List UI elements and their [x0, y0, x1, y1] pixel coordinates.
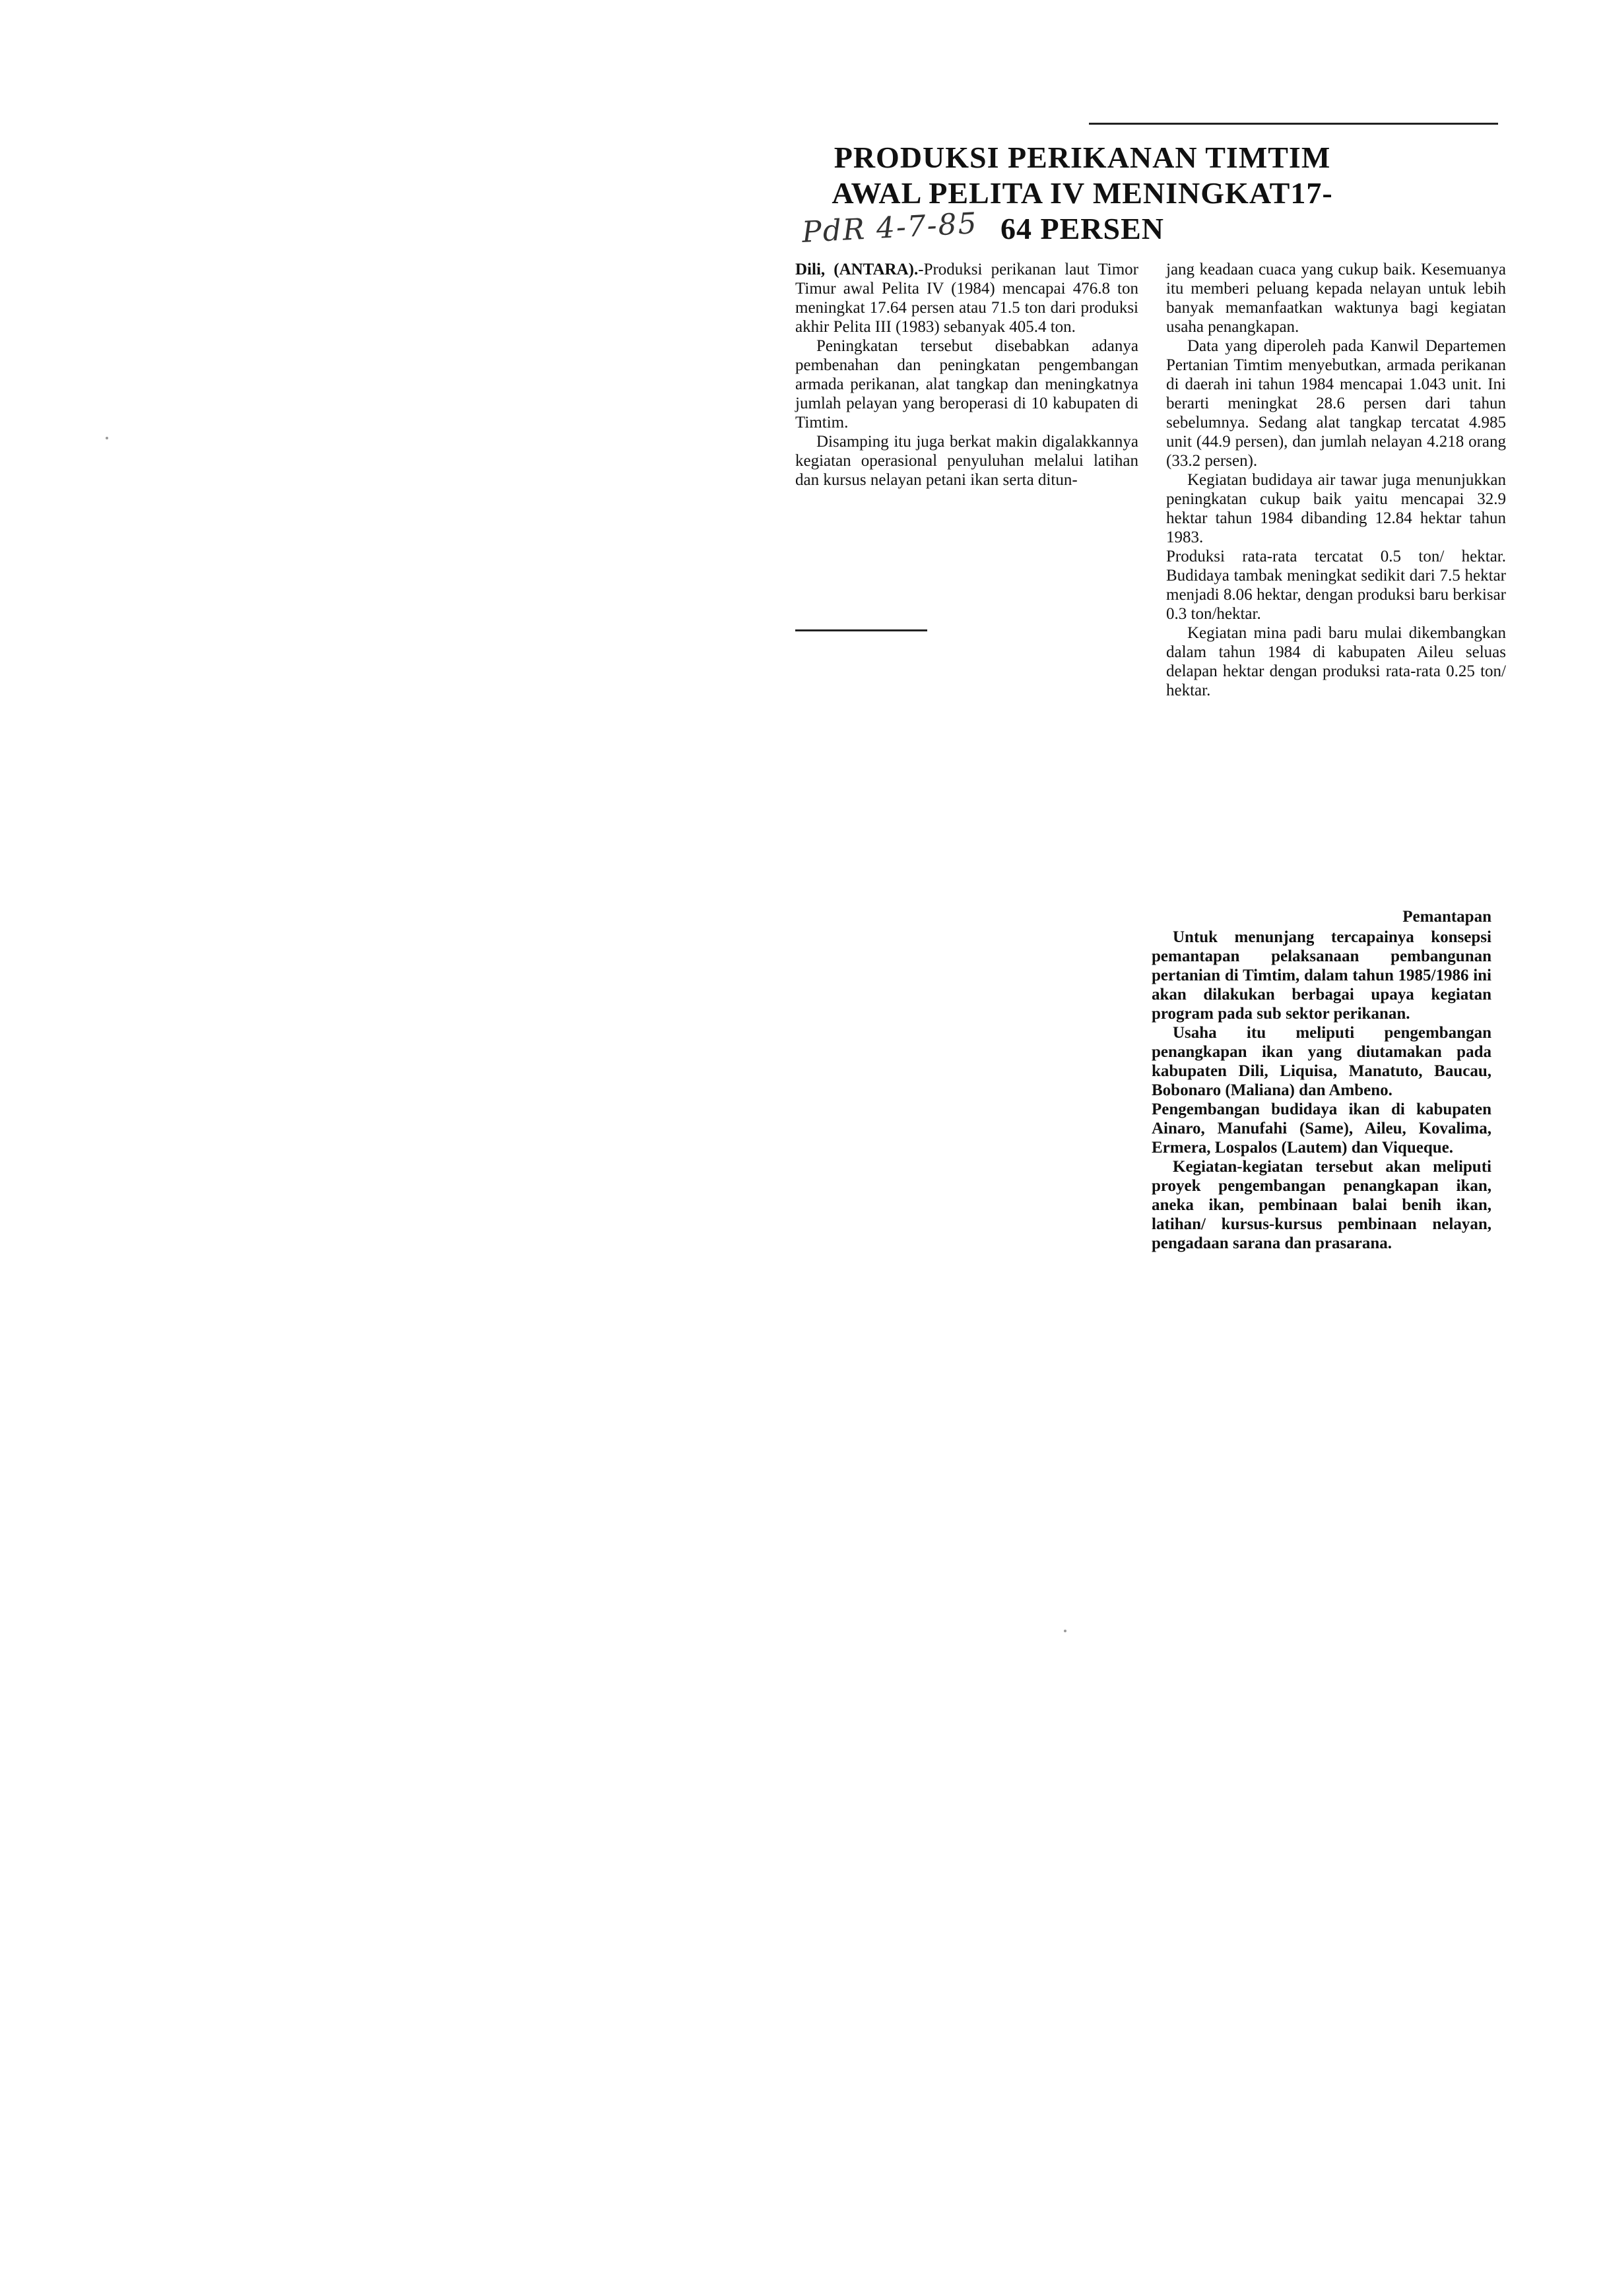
paragraph: jang keadaan cuaca yang cukup baik. Kesemuanya itu memberi peluang kepada nelayan untuk lebih banyak memanfaatkan waktunya bagi kegiatan usaha penangkapan.	[1166, 261, 1506, 336]
paragraph: Produksi rata-rata tercatat 0.5 ton/ hektar. Budidaya tambak meningkat sedikit dari 7.5 hektar menjadi 8.06 hektar, dengan produksi baru berkisar 0.3 ton/hektar.	[1166, 548, 1506, 623]
handwritten-note: PdR 4-7-85	[801, 207, 979, 249]
article-column-3	[1152, 907, 1491, 1253]
paragraph: Pengembangan budidaya ikan di kabupaten Ainaro, Manufahi (Same), Aileu, Kovalima, Ermera, Lospalos (Lautem) dan Viqueque.	[1152, 1100, 1491, 1157]
article-column-1	[795, 260, 1138, 490]
headline-line-2: AWAL PELITA IV MENINGKAT17-	[832, 176, 1333, 210]
paragraph: Untuk menunjang tercapainya konsepsi pemantapan pelaksanaan pembangunan pertanian di Timtim, dalam tahun 1985/1986 ini akan dilakukan berbagai upaya kegiatan program pada sub sektor perikanan.	[1152, 928, 1491, 1023]
section-subhead: Pemantapan	[1402, 908, 1491, 926]
paragraph: Disamping itu juga berkat makin digalakkannya kegiatan operasional penyuluhan melalui latihan dan kursus nelayan petani ikan serta ditun-	[795, 433, 1138, 489]
column-end-rule	[795, 629, 927, 631]
paragraph: Peningkatan tersebut disebabkan adanya pembenahan dan peningkatan pengembangan armada perikanan, alat tangkap dan meningkatnya jumlah pelayan yang beroperasi di 10 kabupaten di Timtim.	[795, 337, 1138, 431]
paragraph: Usaha itu meliputi pengembangan penangkapan ikan yang diutamakan pada kabupaten Dili, Liquisa, Manatuto, Baucau, Bobonaro (Maliana) dan Ambeno.	[1152, 1024, 1491, 1099]
article-column-2	[1166, 260, 1506, 700]
scan-speck	[106, 437, 108, 439]
paragraph: Kegiatan-kegiatan tersebut akan meliputi proyek pengembangan penangkapan ikan, aneka ikan, pembinaan balai benih ikan, latihan/ kursus-kursus pembinaan nelayan, pengadaan sarana dan prasarana.	[1152, 1158, 1491, 1252]
scan-speck	[1064, 1630, 1066, 1632]
dateline: Dili, (ANTARA).	[795, 261, 919, 278]
paragraph-text: -Produksi perikanan laut Timor Timur awal Pelita IV (1984) mencapai 476.8 ton meningkat 17.64 persen atau 71.5 ton dari produksi akhir Pelita III (1983) sebanyak 405.4 ton.	[795, 261, 1138, 336]
paragraph	[795, 260, 1138, 336]
top-rule	[1089, 123, 1498, 125]
headline-line-1: PRODUKSI PERIKANAN TIMTIM	[834, 141, 1331, 174]
paragraph: Kegiatan budidaya air tawar juga menunjukkan peningkatan cukup baik yaitu mencapai 32.9 hektar tahun 1984 dibanding 12.84 hektar tahun 1983.	[1166, 471, 1506, 546]
headline-line-3: 64 PERSEN	[1000, 212, 1164, 245]
paragraph: Data yang diperoleh pada Kanwil Departemen Pertanian Timtim menyebutkan, armada perikanan di daerah ini tahun 1984 mencapai 1.043 unit. Ini berarti meningkat 28.6 persen dari tahun sebelumnya. Sedang alat tangkap tercatat 4.985 unit (44.9 persen), dan jumlah nelayan 4.218 orang (33.2 persen).	[1166, 337, 1506, 470]
paragraph: Kegiatan mina padi baru mulai dikembangkan dalam tahun 1984 di kabupaten Aileu seluas delapan hektar dengan produksi rata-rata 0.25 ton/ hektar.	[1166, 624, 1506, 699]
